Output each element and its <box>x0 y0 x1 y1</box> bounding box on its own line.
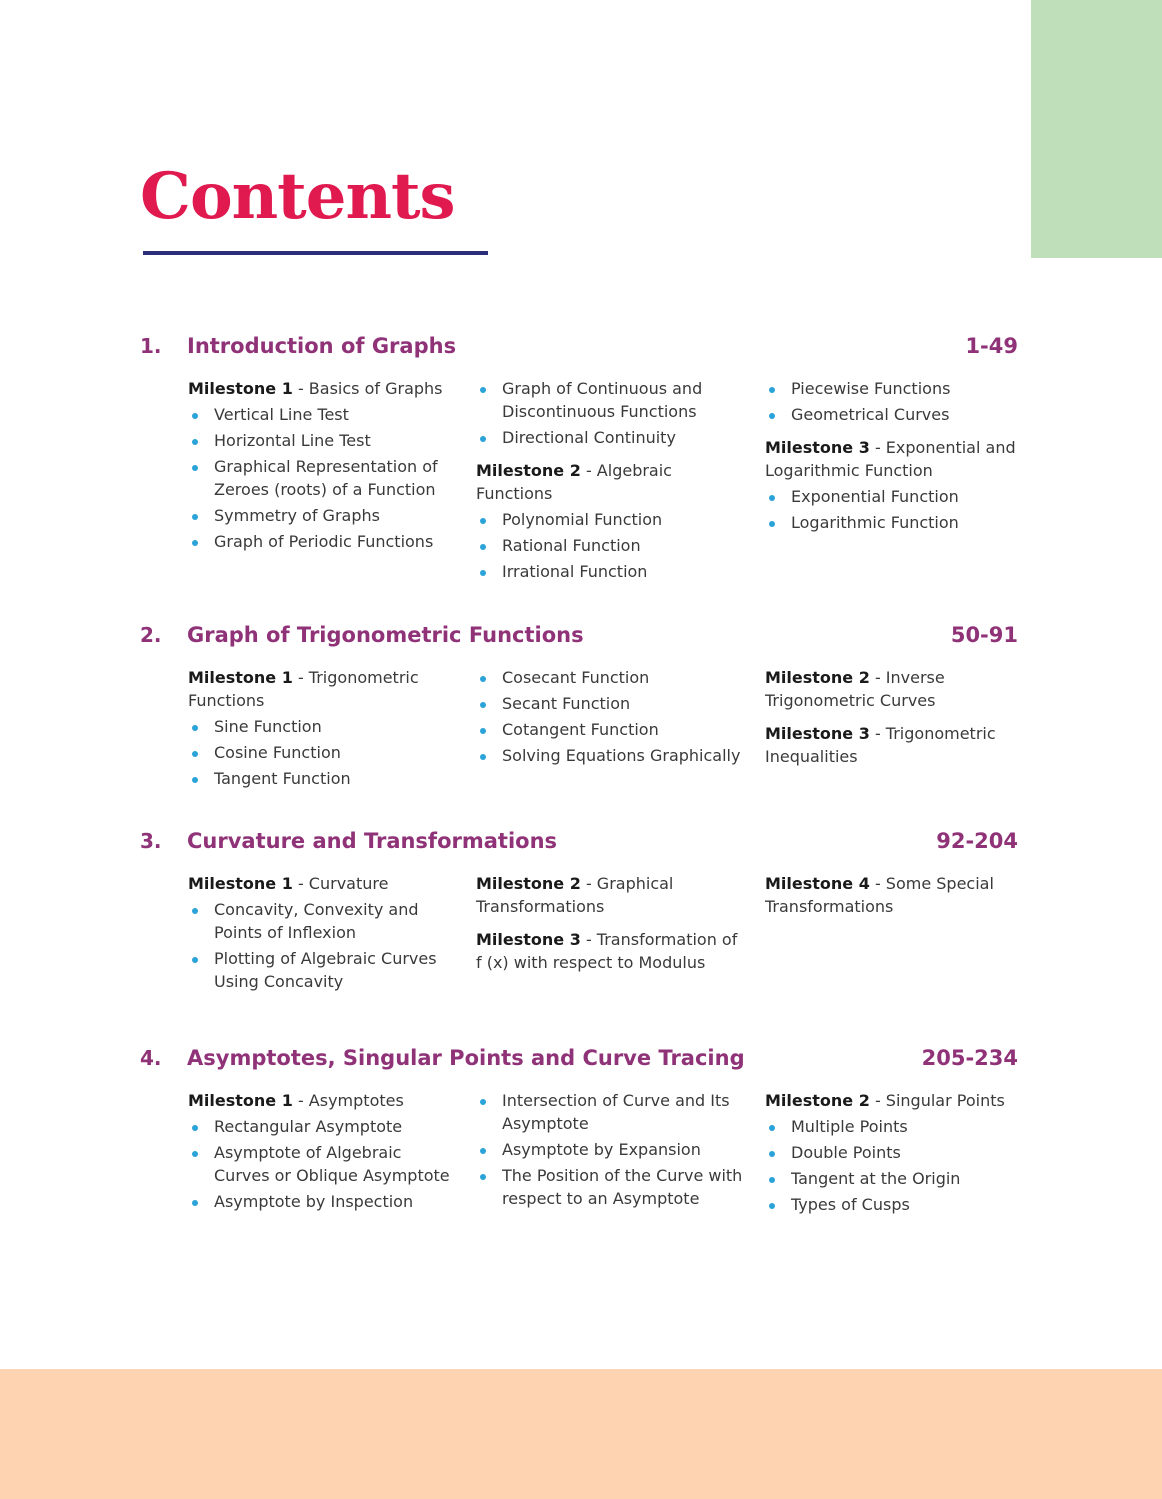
milestone-label: Milestone 3 <box>476 930 581 949</box>
milestone-label: Milestone 1 <box>188 668 293 687</box>
chapter-page-range: 92-204 <box>936 829 1018 853</box>
milestone-heading[interactable] <box>476 928 746 974</box>
topic-item[interactable]: The Position of the Curve with respect to an Asymptote <box>476 1164 746 1210</box>
milestone-heading[interactable] <box>476 459 746 505</box>
topic-list <box>188 403 456 553</box>
topic-item[interactable]: Solving Equations Graphically <box>476 744 746 767</box>
milestone-heading[interactable] <box>188 872 456 895</box>
topic-list <box>476 377 746 449</box>
milestone-heading[interactable] <box>476 872 746 918</box>
topic-item[interactable]: Exponential Function <box>765 485 1020 508</box>
topic-item[interactable]: Geometrical Curves <box>765 403 1020 426</box>
chapter-title: Graph of Trigonometric Functions <box>187 623 584 647</box>
topic-column <box>188 666 456 793</box>
topic-column <box>188 872 456 996</box>
topic-item[interactable]: Vertical Line Test <box>188 403 456 426</box>
milestone-heading[interactable] <box>188 377 456 400</box>
topic-item[interactable]: Graphical Representation of Zeroes (roots) of a Function <box>188 455 456 501</box>
topic-item[interactable]: Cosine Function <box>188 741 456 764</box>
chapter-heading[interactable] <box>140 829 1018 859</box>
topic-item[interactable]: Secant Function <box>476 692 746 715</box>
topic-list <box>765 1115 1020 1216</box>
topic-column <box>476 1089 746 1213</box>
milestone-label: Milestone 2 <box>476 874 581 893</box>
milestone-heading[interactable] <box>765 872 1020 918</box>
milestone-name: - Exponential and Logarithmic Function <box>765 438 1016 480</box>
milestone-label: Milestone 1 <box>188 874 293 893</box>
topic-item[interactable]: Symmetry of Graphs <box>188 504 456 527</box>
topic-column <box>765 872 1020 921</box>
corner-color-block <box>1031 0 1162 258</box>
topic-item[interactable]: Concavity, Convexity and Points of Inflexion <box>188 898 456 944</box>
topic-list <box>188 898 456 993</box>
milestone-heading[interactable] <box>765 436 1020 482</box>
milestone-name: - Basics of Graphs <box>292 379 443 398</box>
milestone-name: - Curvature <box>292 874 389 893</box>
topic-item[interactable]: Irrational Function <box>476 560 746 583</box>
milestone-heading[interactable] <box>765 666 1020 712</box>
topic-item[interactable]: Plotting of Algebraic Curves Using Concavity <box>188 947 456 993</box>
topic-item[interactable]: Intersection of Curve and Its Asymptote <box>476 1089 746 1135</box>
topic-column <box>476 666 746 770</box>
topic-item[interactable]: Graph of Periodic Functions <box>188 530 456 553</box>
topic-item[interactable]: Double Points <box>765 1141 1020 1164</box>
topic-item[interactable]: Sine Function <box>188 715 456 738</box>
page-title: Contents <box>140 159 455 234</box>
chapter-heading[interactable] <box>140 623 1018 653</box>
topic-item[interactable]: Rectangular Asymptote <box>188 1115 456 1138</box>
topic-list <box>765 485 1020 534</box>
milestone-heading[interactable] <box>765 1089 1020 1112</box>
chapter-heading[interactable] <box>140 334 1018 364</box>
milestone-name: - Asymptotes <box>292 1091 404 1110</box>
milestone-name: - Trigonometric Inequalities <box>765 724 996 766</box>
milestone-name: - Trigonometric Functions <box>188 668 419 710</box>
topic-item[interactable]: Polynomial Function <box>476 508 746 531</box>
milestone-name: - Algebraic Functions <box>476 461 672 503</box>
topic-list <box>476 1089 746 1210</box>
topic-column <box>765 666 1020 771</box>
milestone-name: - Some Special Transformations <box>765 874 994 916</box>
topic-item[interactable]: Graph of Continuous and Discontinuous Functions <box>476 377 746 423</box>
chapter-number: 2. <box>140 623 162 647</box>
milestone-name: - Singular Points <box>869 1091 1005 1110</box>
milestone-heading[interactable] <box>765 722 1020 768</box>
chapter-heading[interactable] <box>140 1046 1018 1076</box>
title-underline <box>143 251 488 255</box>
topic-item[interactable]: Tangent at the Origin <box>765 1167 1020 1190</box>
topic-item[interactable]: Asymptote by Expansion <box>476 1138 746 1161</box>
topic-item[interactable]: Tangent Function <box>188 767 456 790</box>
topic-list <box>765 377 1020 426</box>
chapter-title: Asymptotes, Singular Points and Curve Tracing <box>187 1046 745 1070</box>
topic-item[interactable]: Multiple Points <box>765 1115 1020 1138</box>
milestone-name: - Graphical Transformations <box>476 874 674 916</box>
milestone-label: Milestone 3 <box>765 724 870 743</box>
topic-column <box>476 377 746 586</box>
milestone-label: Milestone 2 <box>765 668 870 687</box>
topic-column <box>476 872 746 977</box>
milestone-label: Milestone 1 <box>188 1091 293 1110</box>
chapter-title: Curvature and Transformations <box>187 829 558 853</box>
chapter-page-range: 205-234 <box>921 1046 1018 1070</box>
topic-column <box>188 377 456 556</box>
topic-column <box>765 1089 1020 1219</box>
topic-column <box>765 377 1020 537</box>
milestone-label: Milestone 2 <box>765 1091 870 1110</box>
topic-item[interactable]: Asymptote of Algebraic Curves or Oblique Asymptote <box>188 1141 456 1187</box>
chapter-page-range: 50-91 <box>950 623 1018 647</box>
milestone-label: Milestone 3 <box>765 438 870 457</box>
chapter-number: 1. <box>140 334 162 358</box>
topic-item[interactable]: Asymptote by Inspection <box>188 1190 456 1213</box>
chapter-number: 3. <box>140 829 162 853</box>
chapter-page-range: 1-49 <box>965 334 1018 358</box>
milestone-label: Milestone 2 <box>476 461 581 480</box>
topic-item[interactable]: Logarithmic Function <box>765 511 1020 534</box>
topic-column <box>188 1089 456 1216</box>
topic-list <box>188 715 456 790</box>
topic-list <box>188 1115 456 1213</box>
milestone-label: Milestone 4 <box>765 874 870 893</box>
milestone-heading[interactable] <box>188 1089 456 1112</box>
footer-color-band <box>0 1369 1162 1499</box>
milestone-heading[interactable] <box>188 666 456 712</box>
topic-list <box>476 666 746 767</box>
topic-item[interactable]: Types of Cusps <box>765 1193 1020 1216</box>
topic-item[interactable]: Cosecant Function <box>476 666 746 689</box>
topic-item[interactable]: Directional Continuity <box>476 426 746 449</box>
topic-item[interactable]: Rational Function <box>476 534 746 557</box>
topic-list <box>476 508 746 583</box>
chapter-title: Introduction of Graphs <box>187 334 457 358</box>
topic-item[interactable]: Cotangent Function <box>476 718 746 741</box>
chapter-number: 4. <box>140 1046 162 1070</box>
milestone-name: - Inverse Trigonometric Curves <box>765 668 945 710</box>
milestone-label: Milestone 1 <box>188 379 293 398</box>
milestone-name: - Transformation of f (x) with respect to Modulus <box>476 930 738 972</box>
topic-item[interactable]: Piecewise Functions <box>765 377 1020 400</box>
topic-item[interactable]: Horizontal Line Test <box>188 429 456 452</box>
